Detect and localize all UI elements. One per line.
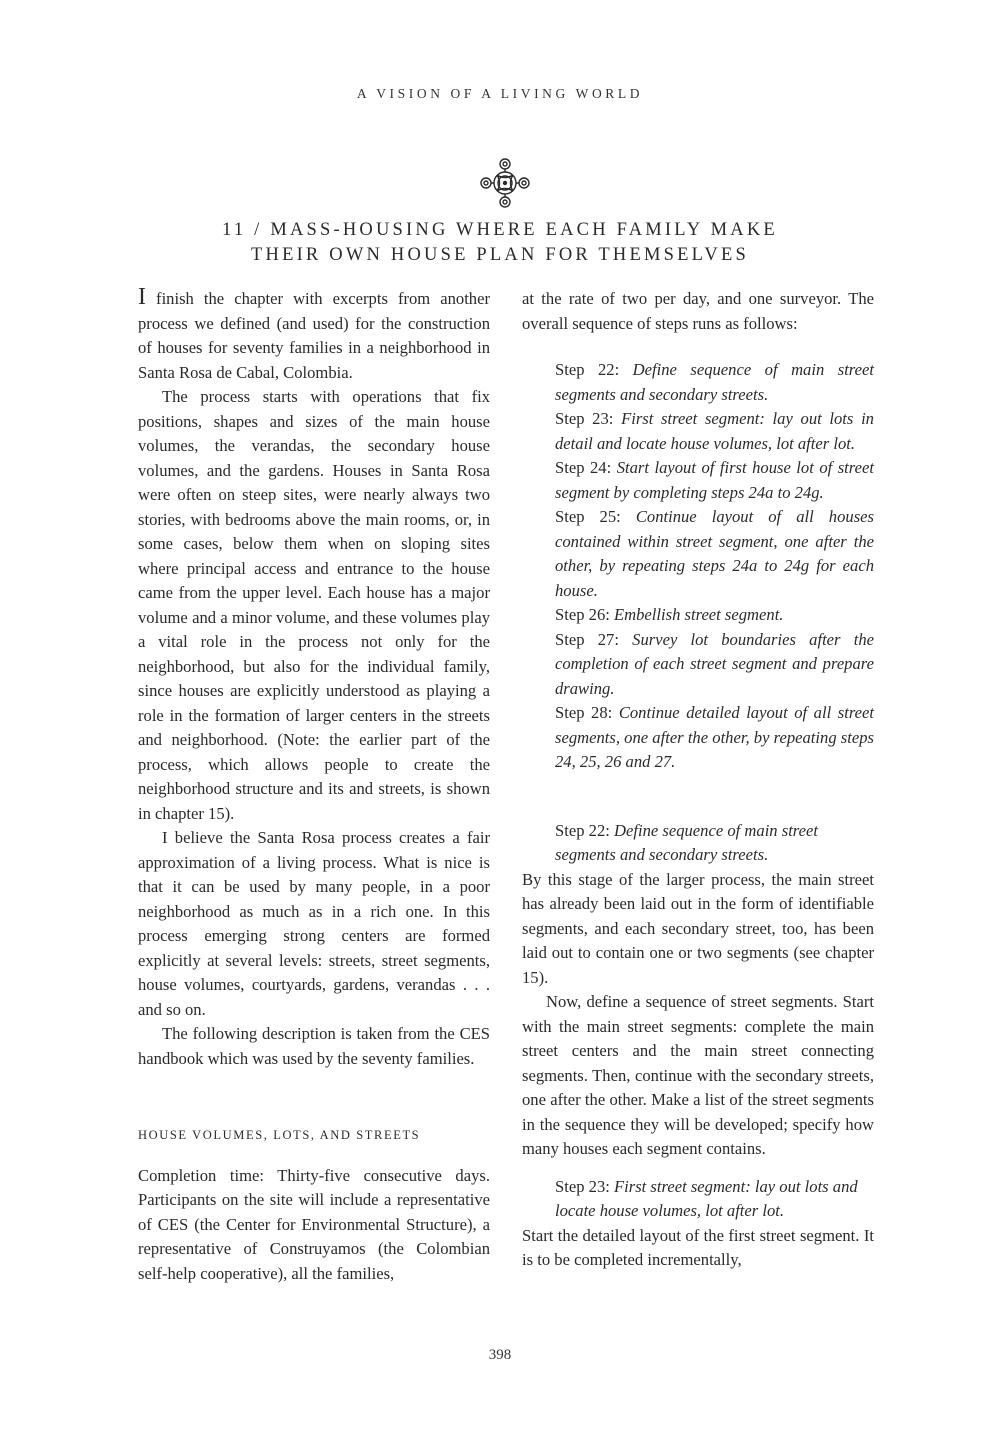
step-label: Step 28: (555, 703, 619, 722)
step-label: Step 26: (555, 605, 615, 624)
paragraph: By this stage of the larger process, the main street has already been laid out in the form of identifiable segments, and each secondary street, too, has been laid out to contain one or two segments (see chapter 15). (522, 869, 874, 987)
paragraph: Completion time: Thirty-five consecutive days. Participants on the site will include a representative of CES (the Center for Environmental Structure), a representative of Construyamos (the Colombian self-help cooperative), all the families, (138, 1165, 490, 1283)
page-number: 398 (488, 1347, 512, 1363)
step-list (522, 358, 874, 775)
step-label: Step 22: (555, 360, 633, 379)
paragraph: The process starts with operations that fix positions, shapes and sizes of the main house volumes, the verandas, the secondary house volumes, and the gardens. Houses in Santa Rosa were often on steep sites, were nearly always two stories, with bedrooms above the main rooms, or, in some cases, below them when on sloping sites where principal access and entrance to the house came from the upper level. Each house has a major volume and a minor volume, and these volumes play a vital role in the process not only for the neighborhood, but also for the individual family, since houses are explicitly understood as playing a role in the formation of larger centers in the streets and neighborhood. (Note: the earlier part of the process, which allows people to create the neighborhood structure and its and streets, is shown in chapter 15). (138, 387, 490, 823)
paragraph: at the rate of two per day, and one surveyor. The overall sequence of steps runs as follows: (522, 289, 874, 333)
step-text: First street segment: lay out lots in detail and locate house volumes, lot after lot. (555, 409, 874, 453)
step-text: Define sequence of main street segments and secondary streets. (555, 360, 874, 404)
step-text: Continue layout of all houses contained within street segment, one after the other, by repeating steps 24a to 24g for each house. (555, 507, 874, 600)
step-item (555, 358, 874, 407)
step-label: Step 27: (555, 629, 633, 649)
paragraph: Start the detailed layout of the first street segment. It is to be completed incrementally, (522, 1225, 874, 1269)
step-text: Define sequence of main street segments and secondary streets. (555, 820, 818, 864)
paragraph-opening (138, 284, 490, 385)
section-heading: HOUSE VOLUMES, LOTS, AND STREETS (138, 1128, 421, 1142)
step-text: Start layout of first house lot of street segment by completing steps 24a to 24g. (555, 458, 874, 502)
paragraph: The following description is taken from the CES handbook which was used by the seventy families. (138, 1024, 490, 1068)
paragraph-text: finish the chapter with excerpts from another process we defined (and used) for the construction of houses for seventy families in a neighborhood in Santa Rosa de Cabal, Colombia. (138, 289, 490, 382)
step-label: Step 22: (555, 820, 615, 840)
step-23-heading (522, 1175, 874, 1224)
step-item (555, 603, 874, 628)
right-column (522, 287, 874, 1273)
left-column (138, 284, 490, 1286)
step-label: Step 24: (555, 458, 617, 477)
chapter-title-line-2: THEIR OWN HOUSE PLAN FOR THEMSELVES (251, 245, 749, 265)
step-item (555, 456, 874, 505)
step-label: Step 25: (555, 507, 636, 526)
step-text: First street segment: lay out lots and locate house volumes, lot after lot. (555, 1176, 858, 1220)
step-text: Continue detailed layout of all street segments, one after the other, by repeating steps 24, 25, 26 and 27. (555, 703, 874, 771)
step-item (555, 701, 874, 775)
step-text: Embellish street segment. (614, 605, 784, 624)
step-item (555, 628, 874, 702)
step-label: Step 23: (555, 409, 622, 428)
chapter-title-line-1: 11 / MASS-HOUSING WHERE EACH FAMILY MAKE (222, 220, 778, 240)
step-text: Survey lot boundaries after the completion of each street segment and prepare drawing. (555, 629, 874, 698)
dropcap: I (138, 284, 146, 310)
step-22-heading (522, 819, 874, 868)
step-item (555, 505, 874, 603)
paragraph: Now, define a sequence of street segments. Start with the main street segments: complete the main street centers and the main street connecting segments. Then, continue with the secondary streets, one after the other. Make a list of the street segments in the sequence they will be developed; specify how many houses each segment contains. (522, 992, 874, 1158)
quatrefoil-ornament-icon (478, 156, 532, 210)
chapter-title (0, 218, 1000, 268)
running-head: A VISION OF A LIVING WORLD (356, 86, 644, 101)
step-label: Step 23: (555, 1176, 615, 1196)
step-item (555, 407, 874, 456)
paragraph: I believe the Santa Rosa process creates a fair approximation of a living process. What is nice is that it can be used by many people, in a poor neighborhood as much as in a rich one. In this process emerging strong centers are formed explicitly at several levels: streets, street segments, house volumes, courtyards, gardens, verandas . . . and so on. (138, 828, 490, 1019)
